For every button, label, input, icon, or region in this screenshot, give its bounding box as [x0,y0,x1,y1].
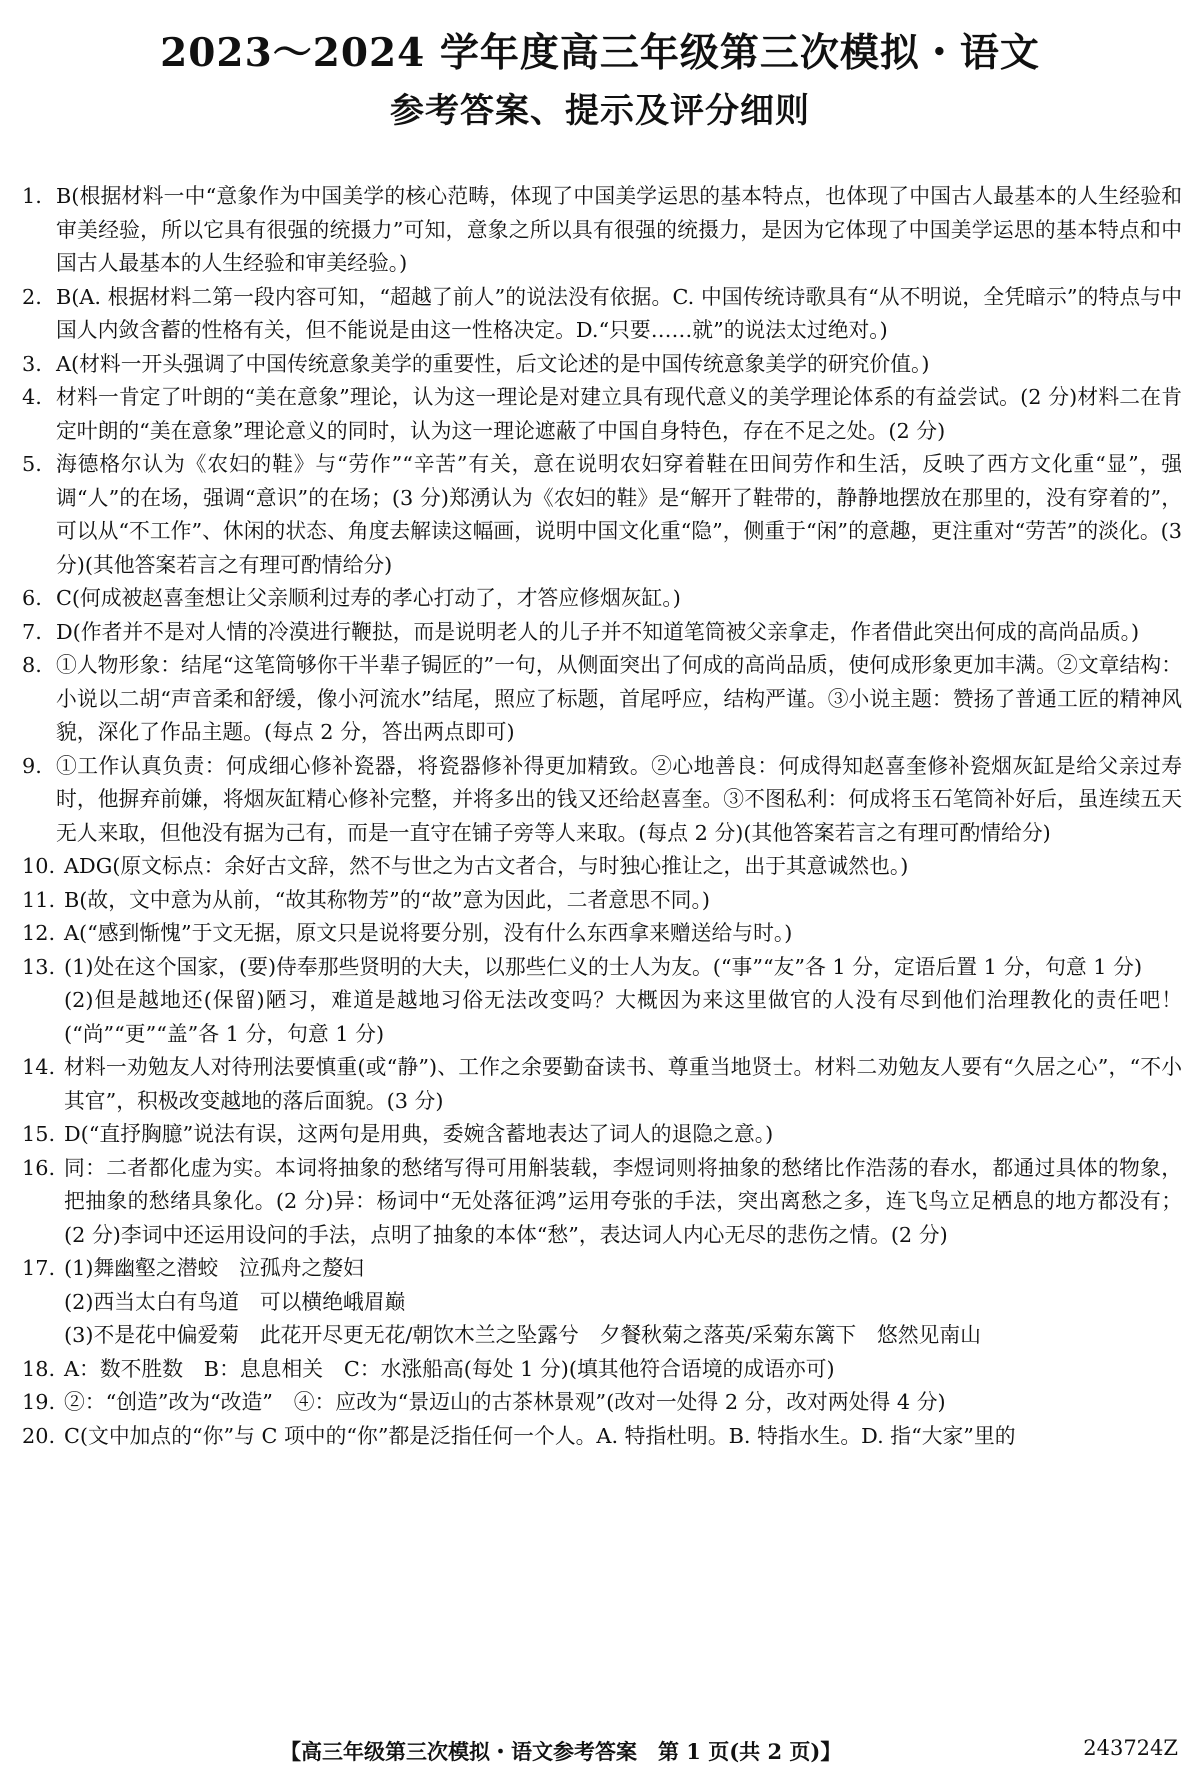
answer-text: ADG(原文标点：余好古文辞，然不与世之为古文者合，与时独心推让之，出于其意诚然也。) [64,854,909,878]
answer-item-6 [22,582,1182,616]
answer-text: D(“直抒胸臆”说法有误，这两句是用典，委婉含蓄地表达了词人的退隐之意。) [64,1122,774,1146]
answer-item-19 [22,1386,1182,1420]
answer-text: (1)舞幽壑之潜蛟 泣孤舟之嫠妇 [64,1256,364,1280]
answer-text: ①工作认真负责：何成细心修补瓷器，将瓷器修补得更加精致。②心地善良：何成得知赵喜奎修补瓷烟灰缸是给父亲过寿时，他摒弃前嫌，将烟灰缸精心修补完整，并将多出的钱又还给赵喜奎。③不图私利：何成将玉石笔筒补好后，虽连续五天无人来取，但他没有据为己有，而是一直守在铺子旁等人来取。(每点 2 分)(其他答案若言之有理可酌情给分) [56,753,1182,845]
footer-page-info: 【高三年级第三次模拟・语文参考答案 第 1 页(共 2 页)】 [280,1739,842,1764]
answer-text: 材料一肯定了叶朗的“美在意象”理论，认为这一理论是对建立具有现代意义的美学理论体系的有益尝试。(2 分)材料二在肯定叶朗的“美在意象”理论意义的同时，认为这一理论遮蔽了中国自身特色，存在不足之处。(2 分) [56,385,1182,443]
answer-item-4 [22,381,1182,448]
answer-item-15 [22,1118,1182,1152]
answer-text: A(“感到惭愧”于文无据，原文只是说将要分别，没有什么东西拿来赠送给与时。) [64,921,793,945]
answer-number: 10. [22,854,56,878]
answer-text: B(A. 根据材料二第一段内容可知，“超越了前人”的说法没有依据。C. 中国传统诗歌具有“从不明说，全凭暗示”的特点与中国人内敛含蓄的性格有关，但不能说是由这一性格决定。D.“只要……就”的说法太过绝对。) [56,284,1182,342]
answer-text: C(何成被赵喜奎想让父亲顺利过寿的孝心打动了，才答应修烟灰缸。) [56,586,681,610]
answer-number: 12. [22,921,56,945]
answer-text: D(作者并不是对人情的冷漠进行鞭挞，而是说明老人的儿子并不知道笔筒被父亲拿走，作者借此突出何成的高尚品质。) [56,619,1140,644]
answer-text: ①人物形象：结尾“这笔筒够你干半辈子锔匠的”一句，从侧面突出了何成的高尚品质，使何成形象更加丰满。②文章结构：小说以二胡“声音柔和舒缓，像小河流水”结尾，照应了标题，首尾呼应，结构严谨。③小说主题：赞扬了普通工匠的精神风貌，深化了作品主题。(每点 2 分，答出两点即可) [56,653,1182,744]
answer-item-10 [22,850,1182,884]
answer-item-5 [22,448,1182,582]
answer-number: 9. [22,753,42,778]
answer-text: C(文中加点的“你”与 C 项中的“你”都是泛指任何一个人。A. 特指杜明。B. 特指水生。D. 指“大家”里的 [64,1423,1016,1448]
answer-number: 13. [22,954,56,979]
answer-item-18 [22,1353,1182,1387]
answer-number: 3. [22,351,42,376]
page-subtitle: 参考答案、提示及评分细则 [390,91,810,131]
answer-number: 18. [22,1356,56,1381]
answer-text: B(故，文中意为从前，“故其称物芳”的“故”意为因此，二者意思不同。) [64,887,710,912]
page-title: 2023～2024 学年度高三年级第三次模拟・语文 [160,30,1040,76]
answer-item-17 [22,1252,1182,1353]
answer-number: 15. [22,1122,56,1146]
answer-item-20 [22,1420,1182,1454]
page-footer [0,1736,1200,1776]
answer-item-1 [22,180,1182,281]
answer-text: (1)处在这个国家，(要)侍奉那些贤明的大夫，以那些仁义的士人为友。(“事”“友”各 1 分，定语后置 1 分，句意 1 分) [64,954,1143,979]
answer-item-11 [22,884,1182,918]
answer-number: 4. [22,385,42,409]
answer-number: 16. [22,1155,56,1180]
answer-item-13 [22,951,1182,1052]
answer-text: ②：“创造”改为“改造” ④：应改为“景迈山的古茶林景观”(改对一处得 2 分，改对两处得 4 分) [64,1390,946,1414]
answer-item-16 [22,1152,1182,1253]
answer-number: 6. [22,586,42,610]
answer-item-8 [22,649,1182,750]
answer-list [22,180,1182,1453]
answer-number: 5. [22,452,42,476]
answer-text: A：数不胜数 B：息息相关 C：水涨船高(每处 1 分)(填其他符合语境的成语亦可) [64,1356,835,1381]
answer-number: 8. [22,653,42,677]
answer-subtext: (2)但是越地还(保留)陋习，难道是越地习俗无法改变吗？大概因为来这里做官的人没有尽到他们治理教化的责任吧！(“尚”“更”“盖”各 1 分，句意 1 分) [64,988,1182,1046]
answer-item-9 [22,750,1182,851]
footer-code: 243724Z [1083,1736,1178,1760]
answer-number: 20. [22,1423,56,1448]
answer-item-3 [22,348,1182,382]
answer-item-7 [22,616,1182,650]
answer-text: 海德格尔认为《农妇的鞋》与“劳作”“辛苦”有关，意在说明农妇穿着鞋在田间劳作和生活，反映了西方文化重“显”，强调“人”的在场，强调“意识”的在场；(3 分)郑湧认为《农妇的鞋》是“解开了鞋带的，静静地摆放在那里的，没有穿着的”，可以从“不工作”、休闲的状态、角度去解读这幅画，说明中国文化重“隐”，侧重于“闲”的意趣，更注重对“劳苦”的淡化。(3 分)(其他答案若言之有理可酌情给分) [56,452,1182,577]
answer-number: 11. [22,887,56,912]
answer-item-14 [22,1051,1182,1118]
answer-number: 17. [22,1256,56,1280]
answer-text: 材料一劝勉友人对待刑法要慎重(或“静”)、工作之余要勤奋读书、尊重当地贤士。材料二劝勉友人要有“久居之心”，“不小其官”，积极改变越地的落后面貌。(3 分) [64,1055,1182,1113]
answer-text: B(根据材料一中“意象作为中国美学的核心范畴，体现了中国美学运思的基本特点，也体现了中国古人最基本的人生经验和审美经验，所以它具有很强的统摄力”可知，意象之所以具有很强的统摄力，是因为它体现了中国美学运思的基本特点和中国古人最基本的人生经验和审美经验。) [56,184,1182,275]
answer-text: 同：二者都化虚为实。本词将抽象的愁绪写得可用斛装载，李煜词则将抽象的愁绪比作浩荡的春水，都通过具体的物象，把抽象的愁绪具象化。(2 分)异：杨词中“无处落征鸿”运用夸张的手法，突出离愁之多，连飞鸟立足栖息的地方都没有；(2 分)李词中还运用设问的手法，点明了抽象的本体“愁”，表达词人内心无尽的悲伤之情。(2 分) [64,1155,1182,1247]
answer-number: 2. [22,284,42,309]
answer-item-2 [22,281,1182,348]
answer-number: 14. [22,1055,56,1079]
answer-item-12 [22,917,1182,951]
answer-number: 19. [22,1390,56,1414]
answer-subtext: (2)西当太白有鸟道 可以横绝峨眉巅 [64,1289,406,1314]
answer-text: A(材料一开头强调了中国传统意象美学的重要性，后文论述的是中国传统意象美学的研究价值。) [56,351,930,376]
answer-subtext: (3)不是花中偏爱菊 此花开尽更无花/朝饮木兰之坠露兮 夕餐秋菊之落英/采菊东篱下 悠然见南山 [64,1323,981,1347]
answer-number: 7. [22,619,42,644]
answer-number: 1. [22,184,42,208]
